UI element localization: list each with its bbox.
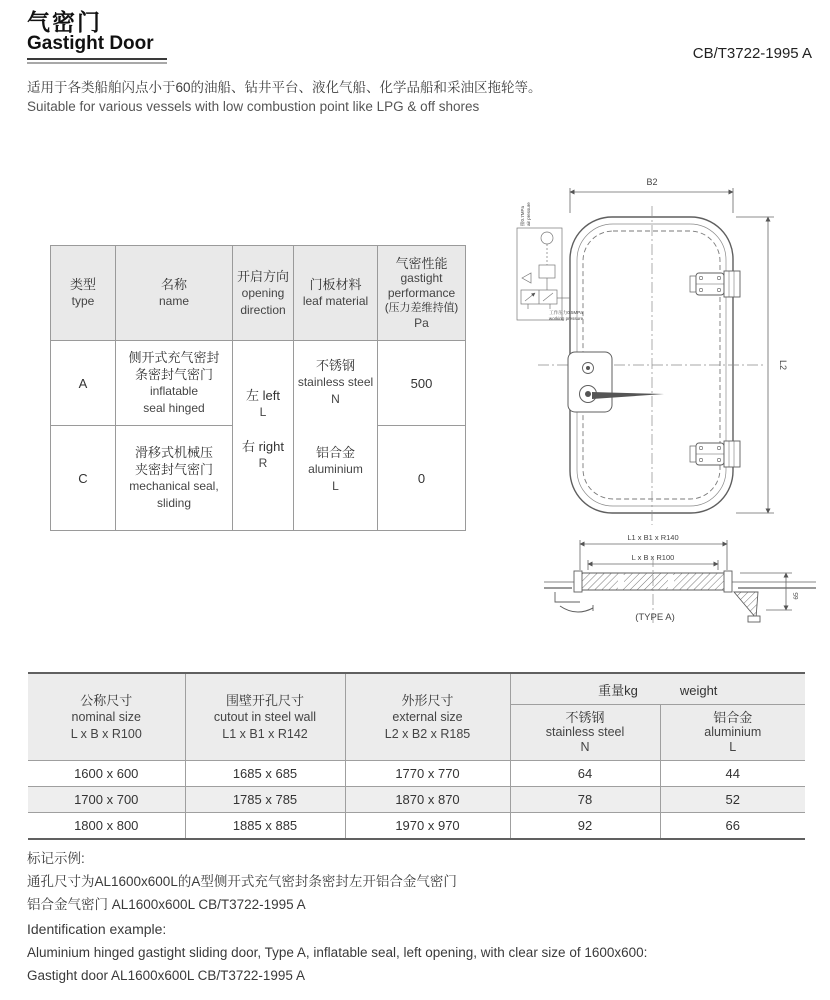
section-gusset-right: [734, 592, 758, 618]
page-title-zh: 气密门: [27, 9, 102, 35]
dim-l2-label: L2: [778, 359, 788, 371]
spec-performance-c: 0: [378, 426, 466, 531]
page-title-en: Gastight Door: [27, 33, 154, 54]
gauge-icon: [541, 232, 553, 244]
section-endcap-left: [574, 571, 582, 592]
arrow-icon: [522, 273, 531, 283]
hinge-bottom: [690, 441, 740, 467]
section-hook-left: [560, 606, 593, 612]
section-endcap-right: [724, 571, 732, 592]
air-supply-label-2: air pressure: [526, 202, 531, 226]
dim-b2: [570, 188, 733, 213]
section-dim-outer-label: L1 x B1 x R140: [627, 533, 679, 542]
identification-example: [27, 847, 817, 987]
direction-left: 左 left L: [246, 388, 280, 419]
example-label-en: Identification example:: [27, 921, 167, 937]
size-header-external: 外形尺寸 external size L2 x B2 x R185: [345, 673, 510, 761]
spec-performance-a: 500: [378, 341, 466, 426]
example-line1-en: Aluminium hinged gastight sliding door, Type A, inflatable seal, left opening, with clear size of 1600x600:: [27, 945, 648, 960]
title-underline-dark: [27, 58, 167, 60]
material-stainless: 不锈钢 stainless steel N: [297, 358, 374, 406]
material-aluminium: 铝合金 aluminium L: [308, 445, 363, 493]
direction-right: 右 right R: [242, 439, 284, 470]
spec-type-c: C: [51, 426, 116, 531]
example-line2-en: Gastight door AL1600x600L CB/T3722-1995 A: [27, 968, 305, 983]
working-pressure-label-2: working pressure: [548, 316, 584, 321]
dim-b2-label: B2: [646, 177, 658, 187]
size-row-1600: 1600 x 600 1685 x 685 1770 x 770 64 44: [28, 761, 805, 787]
spec-header-performance: 气密性能 gastight performance (压力差维持值) Pa: [378, 246, 466, 341]
air-supply-label-1: 接0.7MPa: [520, 205, 525, 226]
working-pressure-label-1: 工作压力0.5MPa: [549, 310, 583, 315]
intro-text-zh: 适用于各类船舶闪点小于60的油船、钻井平台、液化气船、化学品船和采油区拖轮等。: [27, 80, 542, 95]
example-line1-zh: 通孔尺寸为AL1600x600L的A型侧开式充气密封条密封左开铝合金气密门: [27, 874, 457, 889]
section-bracket-left: [555, 592, 580, 602]
size-table: [28, 672, 805, 840]
regulator-icon: [539, 265, 555, 278]
size-row-1800: 1800 x 800 1885 x 885 1970 x 970 92 66: [28, 813, 805, 839]
size-header-aluminium: 铝合金 aluminium L: [660, 705, 805, 761]
spec-header-direction: 开启方向 opening direction: [233, 246, 294, 341]
spec-name-c: 滑移式机械压 夹密封气密门 mechanical seal, sliding: [116, 426, 233, 531]
size-header-weight-group: 重量kg weight: [510, 673, 805, 705]
example-label-zh: 标记示例:: [27, 851, 85, 866]
spec-material-cell: [294, 341, 378, 531]
example-line2-zh: 铝合金气密门 AL1600x600L CB/T3722-1995 A: [27, 897, 306, 912]
section-view: [544, 556, 816, 623]
spec-header-name: 名称 name: [116, 246, 233, 341]
intro-text-en: Suitable for various vessels with low combustion point like LPG & off shores: [27, 99, 480, 114]
air-control-schematic: [517, 228, 570, 320]
title-underline-light: [27, 62, 167, 64]
size-header-stainless: 不锈钢 stainless steel N: [510, 705, 660, 761]
section-caption: (TYPE A): [635, 612, 675, 623]
spec-header-material: 门板材料 leaf material: [294, 246, 378, 341]
dim-65-label: 65: [793, 592, 800, 600]
door-technical-drawing: [500, 168, 830, 668]
handle-lever: [592, 392, 664, 399]
section-foot-right: [748, 616, 760, 622]
spec-header-type: 类型 type: [51, 246, 116, 341]
spec-row-a: [51, 341, 466, 426]
size-row-1700: 1700 x 700 1785 x 785 1870 x 870 78 52: [28, 787, 805, 813]
size-header-cutout: 围壁开孔尺寸 cutout in steel wall L1 x B1 x R142: [185, 673, 345, 761]
section-dim-inner-label: L x B x R100: [631, 553, 675, 562]
standard-code: CB/T3722-1995 A: [692, 45, 812, 62]
hinge-top: [690, 271, 740, 297]
spec-table: [50, 245, 466, 531]
size-header-nominal: 公称尺寸 nominal size L x B x R100: [28, 673, 185, 761]
spec-name-a: 侧开式充气密封 条密封气密门 inflatable seal hinged: [116, 341, 233, 426]
spec-direction-cell: [233, 341, 294, 531]
spec-type-a: A: [51, 341, 116, 426]
door-handle: [568, 352, 664, 412]
